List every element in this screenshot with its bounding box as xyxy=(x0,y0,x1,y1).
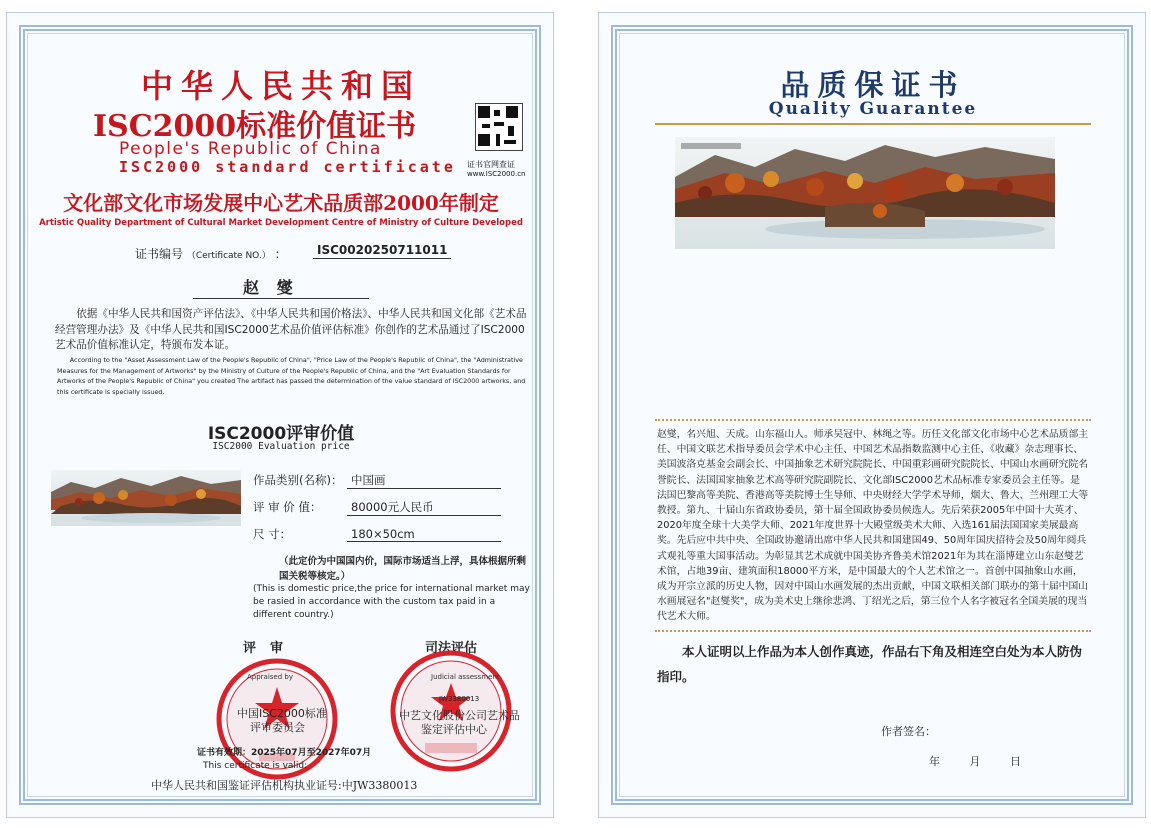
field-price-value: 80000元人民币 xyxy=(347,499,501,516)
cert-number-value: ISC0020250711011 xyxy=(313,243,451,259)
validity-period-en: This certificate is valid: xyxy=(203,761,308,771)
issuing-department-en: Artistic Quality Department of Cultural Market Development Centre of Ministry of Culture Developed xyxy=(39,218,523,228)
artist-biography: 赵燮，名兴旭、天成。山东福山人。师承吴冠中、林绳之等。历任文化部文化市场中心艺术品质部主任、中国文联艺术指导委员会学术中心主任、中国艺术品指数监测中心主任、《收藏》杂志理事长、美国波洛克基金会副会长、中国抽象艺术研究院院长、中国重彩画研究院院长、中国山水画研究院名誉院长、法国国家抽象艺术高等研究院副院长、文化部ISC2000艺术品标准专家委员会主任等。是法国巴黎高等美院、香港高等美院博士生导师、中央财经大学学术导师，烟大、鲁大、兰州理工大等教授。第九、十届山东省政协委员，第十届全国政协委员候选人。先后荣获2005年中国十大英才、2020年度全球十大美学大师、2021年度世界十大殿堂级美术大师、入选161届法国国家美展最高奖。先后应中共中央、全国政协邀请出席中华人民共和国建国49、50周年国庆招待会及50周年阅兵式观礼等重大国事活动。为彰显其艺术成就中国美协齐鲁美术馆2021年为其在淄博建立山东赵燮艺术馆，占地39亩、建筑面积18000平方米，是中国最大的个人艺术馆之一。首创中国抽象山水画，成为开宗立派的历史人物，因对中国山水画发展的杰出贡献，中国文联相关部门联办的第十届中国山水画展冠名"赵燮奖"，成为美术史上继徐悲鸿、丁绍光之后，第三位个人名字被冠名全国美展的现当代艺术大师。 xyxy=(657,429,1089,623)
cert-subtitle: ISC2000标准价值证书 xyxy=(93,109,417,144)
field-category xyxy=(253,472,501,489)
appraised-by-en: Appraised by xyxy=(247,673,293,681)
signature-label: 作者签名： xyxy=(881,725,936,738)
cert-body-en: According to the "Asset Assessment Law of the People's Republic of China", "Price Law of the People's Republic of China", the "Administrative Measures for the Management of Artworks" by the Ministry of Culture of the People's Republic of China, and the "Art Evaluation Standards for Artworks of the People's Republic of China" you created The artifact has passed the determination of the value standard of ISC2000 artworks, and this certificate is specially issued. xyxy=(57,356,526,396)
field-price-label: 评 审 价 值： xyxy=(253,500,322,514)
artist-name: 赵 燮 xyxy=(243,278,299,297)
issuing-department: 文化部文化市场发展中心艺术品质部2000年制定 xyxy=(63,191,499,215)
field-size-value: 180×50cm xyxy=(347,527,501,542)
name-underline xyxy=(193,298,369,299)
judicial-assessment-en: Judicial assessment xyxy=(431,673,500,681)
date-day: 日 xyxy=(1010,755,1021,768)
cert-body-zh: 依据《中华人民共和国资产评估法》、《中华人民共和国价格法》、中华人民共和国文化部《艺术品经营管理办法》及《中华人民共和国ISC2000艺术品价值评估标准》你创作的艺术品通过了ISC2000艺术品价值标准认定，特颁布发本证。 xyxy=(55,308,527,351)
judicial-seal-line2: 鉴定评估中心 xyxy=(421,723,487,736)
date-month: 月 xyxy=(969,755,981,768)
field-size xyxy=(253,526,501,542)
judicial-seal-line1: 中艺文化股份公司艺术品 xyxy=(399,709,520,722)
evaluation-title: ISC2000评审价值 xyxy=(207,424,355,444)
judicial-seal-code: JW3380013 xyxy=(439,695,480,703)
cert-number-label xyxy=(135,245,287,262)
qr-caption: 证书官网查证 xyxy=(467,160,515,169)
authenticity-statement: 本人证明以上作品为本人创作真迹，作品右下角及相连空白处为本人防伪指印。 xyxy=(657,644,1083,684)
cert-number-label-zh: 证书编号 xyxy=(135,247,184,261)
price-note-zh: （此定价为中国国内价，国际市场适当上浮，具体根据所剩国关税等核定。） xyxy=(279,556,527,582)
review-seal-line2: 评审委员会 xyxy=(250,721,305,734)
field-category-label: 作品类别(名称)： xyxy=(253,473,343,487)
cert-subtitle-en: ISC2000 standard certificate xyxy=(119,158,456,176)
artwork-thumbnail xyxy=(51,470,241,526)
price-note-en: (This is domestic price,the price for international market may be rasied in accordance with the custom tax paid in a different country.) xyxy=(253,584,530,620)
validity-period: 证书有效期：2025年07月至2027年07月 xyxy=(197,748,372,758)
guarantee-title: 品质保证书 xyxy=(780,68,966,102)
gold-divider xyxy=(655,123,1091,125)
date-year: 年 xyxy=(929,755,940,768)
bio-divider-top xyxy=(655,419,1091,421)
evaluation-title-en: ISC2000 Evaluation price xyxy=(212,441,350,452)
field-category-value: 中国画 xyxy=(347,472,501,489)
qr-code-icon xyxy=(475,103,523,151)
cert-title: 中华人民共和国 xyxy=(140,67,421,105)
cert-number-label-en: （Certificate NO.） xyxy=(186,251,271,261)
judicial-label: 司法评估 xyxy=(425,641,478,656)
review-seal-line1: 中国ISC2000标准 xyxy=(237,707,327,720)
field-size-label: 尺 寸： xyxy=(253,527,292,541)
certificate-left xyxy=(6,12,554,818)
field-price xyxy=(253,499,501,516)
certificate-right xyxy=(598,12,1146,818)
license-number: 中华人民共和国鉴证评估机构执业证号:中JW3380013 xyxy=(151,779,418,792)
guarantee-title-en: Quality Guarantee xyxy=(768,99,978,119)
qr-url: www.ISC2000.cn xyxy=(467,170,526,178)
review-label: 评审 xyxy=(243,641,298,656)
date-line xyxy=(929,753,1047,769)
bio-divider-bottom xyxy=(655,630,1091,632)
artwork-image xyxy=(675,137,1055,249)
cert-number-colon: ： xyxy=(274,247,287,261)
cert-title-en: People's Republic of China xyxy=(119,139,382,159)
